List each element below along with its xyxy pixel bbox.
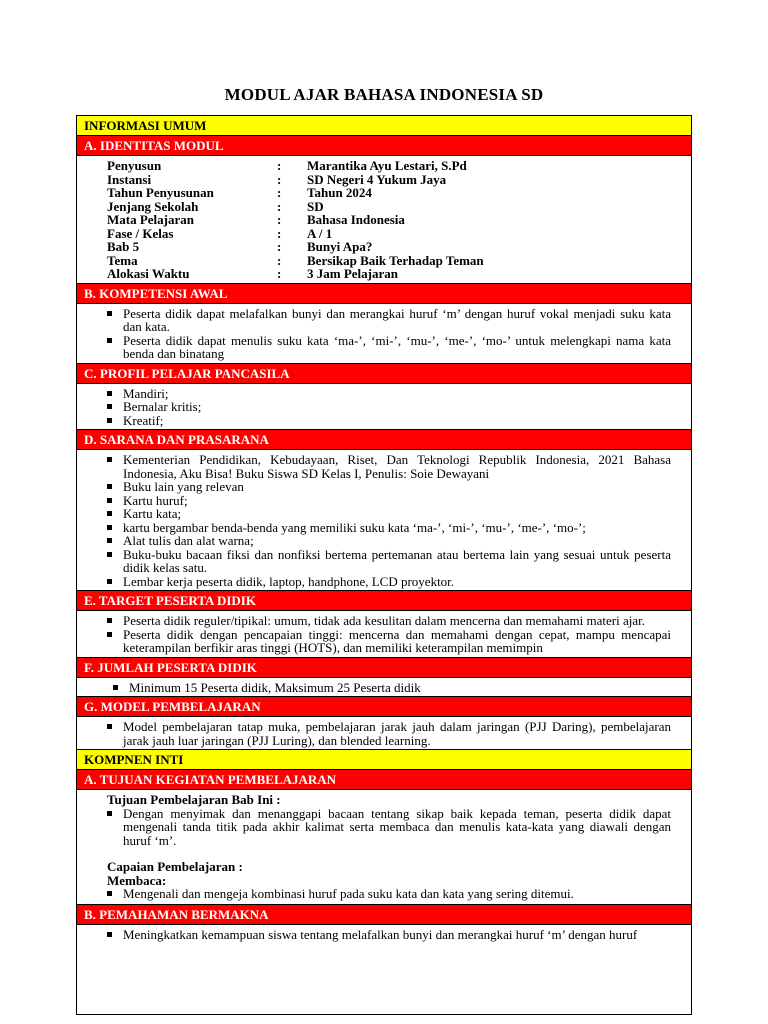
identitas-sep: : xyxy=(277,171,282,187)
identitas-row xyxy=(107,200,691,214)
sarana-prasarana-header: D. SARANA DAN PRASARANA xyxy=(77,430,691,450)
tujuan-kegiatan-section xyxy=(77,790,691,905)
identitas-value: SD xyxy=(307,198,324,214)
identitas-value: Bahasa Indonesia xyxy=(307,212,405,227)
list-item: Peserta didik reguler/tipikal: umum, tidak ada kesulitan dalam mencerna dan memahami materi ajar. xyxy=(123,614,671,628)
identitas-row xyxy=(107,254,691,268)
identitas-key: Instansi xyxy=(107,171,152,187)
identitas-sep: : xyxy=(277,225,282,241)
identitas-key: Jenjang Sekolah xyxy=(107,198,199,214)
identitas-row xyxy=(107,240,691,254)
identitas-row xyxy=(107,159,691,173)
target-peserta-header: E. TARGET PESERTA DIDIK xyxy=(77,591,691,611)
identitas-value: Tahun 2024 xyxy=(307,185,372,200)
profil-pelajar-section xyxy=(77,384,691,431)
identitas-key: Mata Pelajaran xyxy=(107,212,195,227)
jumlah-peserta-header: F. JUMLAH PESERTA DIDIK xyxy=(77,658,691,678)
identitas-key: Fase / Kelas xyxy=(107,225,174,241)
list-item: Kartu huruf; xyxy=(123,494,671,508)
identitas-sep: : xyxy=(277,212,282,227)
list-item: Bernalar kritis; xyxy=(123,400,671,414)
page-title: MODUL AJAR BAHASA INDONESIA SD xyxy=(224,85,544,104)
identitas-key: Bab 5 xyxy=(107,239,140,254)
membaca-title: Membaca: xyxy=(107,872,167,888)
komponen-inti-header: KOMPNEN INTI xyxy=(77,750,691,770)
identitas-value: Bersikap Baik Terhadap Teman xyxy=(307,252,484,268)
kompetensi-awal-section xyxy=(77,304,691,364)
profil-pelajar-header: C. PROFIL PELAJAR PANCASILA xyxy=(77,364,691,384)
model-pembelajaran-header: G. MODEL PEMBELAJARAN xyxy=(77,697,691,717)
list-item: kartu bergambar benda-benda yang memiliki suku kata ‘ma-’, ‘mi-’, ‘mu-’, ‘me-’, ‘mo-’; xyxy=(123,521,671,535)
list-item: Kartu kata; xyxy=(123,507,671,521)
identitas-value: 3 Jam Pelajaran xyxy=(307,266,398,281)
identitas-key: Tahun Penyusunan xyxy=(107,185,214,200)
list-item: Minimum 15 Peserta didik, Maksimum 25 Peserta didik xyxy=(129,681,671,695)
kompetensi-awal-header: B. KOMPETENSI AWAL xyxy=(77,284,691,304)
identitas-key: Tema xyxy=(107,252,138,268)
list-item: Meningkatkan kemampuan siswa tentang melafalkan bunyi dan merangkai huruf ‘m’ dengan huruf xyxy=(123,928,671,942)
identitas-sep: : xyxy=(277,158,282,173)
informasi-umum-header: INFORMASI UMUM xyxy=(77,116,691,136)
identitas-sep: : xyxy=(277,239,282,254)
identitas-row xyxy=(107,213,691,227)
identitas-value: Bunyi Apa? xyxy=(307,239,373,254)
identitas-sep: : xyxy=(277,185,282,200)
identitas-sep: : xyxy=(277,198,282,214)
target-peserta-section xyxy=(77,611,691,658)
identitas-modul-section xyxy=(77,156,691,284)
identitas-sep: : xyxy=(277,266,282,281)
identitas-sep: : xyxy=(277,252,282,268)
list-item: Buku lain yang relevan xyxy=(123,480,671,494)
identitas-key: Penyusun xyxy=(107,158,162,173)
list-item: Alat tulis dan alat warna; xyxy=(123,534,671,548)
list-item: Peserta didik dapat melafalkan bunyi dan merangkai huruf ‘m’ dengan huruf vokal menjadi suku kata dan kata. xyxy=(123,305,671,334)
tujuan-kegiatan-header: A. TUJUAN KEGIATAN PEMBELAJARAN xyxy=(77,770,691,790)
model-pembelajaran-section xyxy=(77,717,691,750)
identitas-value: Marantika Ayu Lestari, S.Pd xyxy=(307,158,467,173)
list-item: Peserta didik dengan pencapaian tinggi: mencerna dan memahami dengan cepat, mampu mencapai keterampilan berfikir aras tinggi (HOTS), dan memiliki keterampilan memimpin xyxy=(123,626,671,655)
list-item: Mengenali dan mengeja kombinasi huruf pada suku kata dan kata yang sering ditemui. xyxy=(123,887,671,901)
pemahaman-bermakna-section xyxy=(77,925,691,944)
list-item: Lembar kerja peserta didik, laptop, handphone, LCD proyektor. xyxy=(123,575,671,589)
list-item: Kreatif; xyxy=(123,414,671,428)
identitas-list xyxy=(77,156,691,283)
identitas-value: SD Negeri 4 Yukum Jaya xyxy=(307,171,447,187)
identitas-row xyxy=(107,267,691,281)
list-item: Dengan menyimak dan menanggapi bacaan tentang sikap baik kepada teman, peserta didik dapat mengenali tanda titik pada akhir kalimat serta membaca dan menulis kata-kata yang diawali dengan huruf ‘m’. xyxy=(123,805,671,848)
pemahaman-bermakna-header: B. PEMAHAMAN BERMAKNA xyxy=(77,905,691,925)
identitas-row xyxy=(107,186,691,200)
sarana-prasarana-section xyxy=(77,450,691,591)
list-item: Buku-buku bacaan fiksi dan nonfiksi bertema pertemanan atau bertema lain yang sesuai untuk peserta didik kelas satu. xyxy=(123,546,671,575)
list-item: Mandiri; xyxy=(123,387,671,401)
identitas-value: A / 1 xyxy=(307,225,333,241)
jumlah-peserta-section xyxy=(77,678,691,698)
list-item: Peserta didik dapat menulis suku kata ‘ma-’, ‘mi-’, ‘mu-’, ‘me-’, ‘mo-’ untuk melengkapi nama kata benda dan binatang xyxy=(123,332,671,361)
identitas-row xyxy=(107,227,691,241)
module-table xyxy=(76,115,692,1015)
identitas-key: Alokasi Waktu xyxy=(107,266,190,281)
capaian-title: Capaian Pembelajaran : xyxy=(107,859,243,874)
identitas-row xyxy=(107,173,691,187)
list-item: Model pembelajaran tatap muka, pembelajaran jarak jauh dalam jaringan (PJJ Daring), pembelajaran jarak jauh luar jaringan (PJJ Luring), dan blended learning. xyxy=(123,719,671,748)
list-item: Kementerian Pendidikan, Kebudayaan, Riset, Dan Teknologi Republik Indonesia, 2021 Bahasa Indonesia, Aku Bisa! Buku Siswa SD Kelas I, Penulis: Soie Dewayani xyxy=(123,452,671,481)
tujuan-subtitle: Tujuan Pembelajaran Bab Ini : xyxy=(107,792,281,807)
identitas-modul-header: A. IDENTITAS MODUL xyxy=(77,136,691,156)
